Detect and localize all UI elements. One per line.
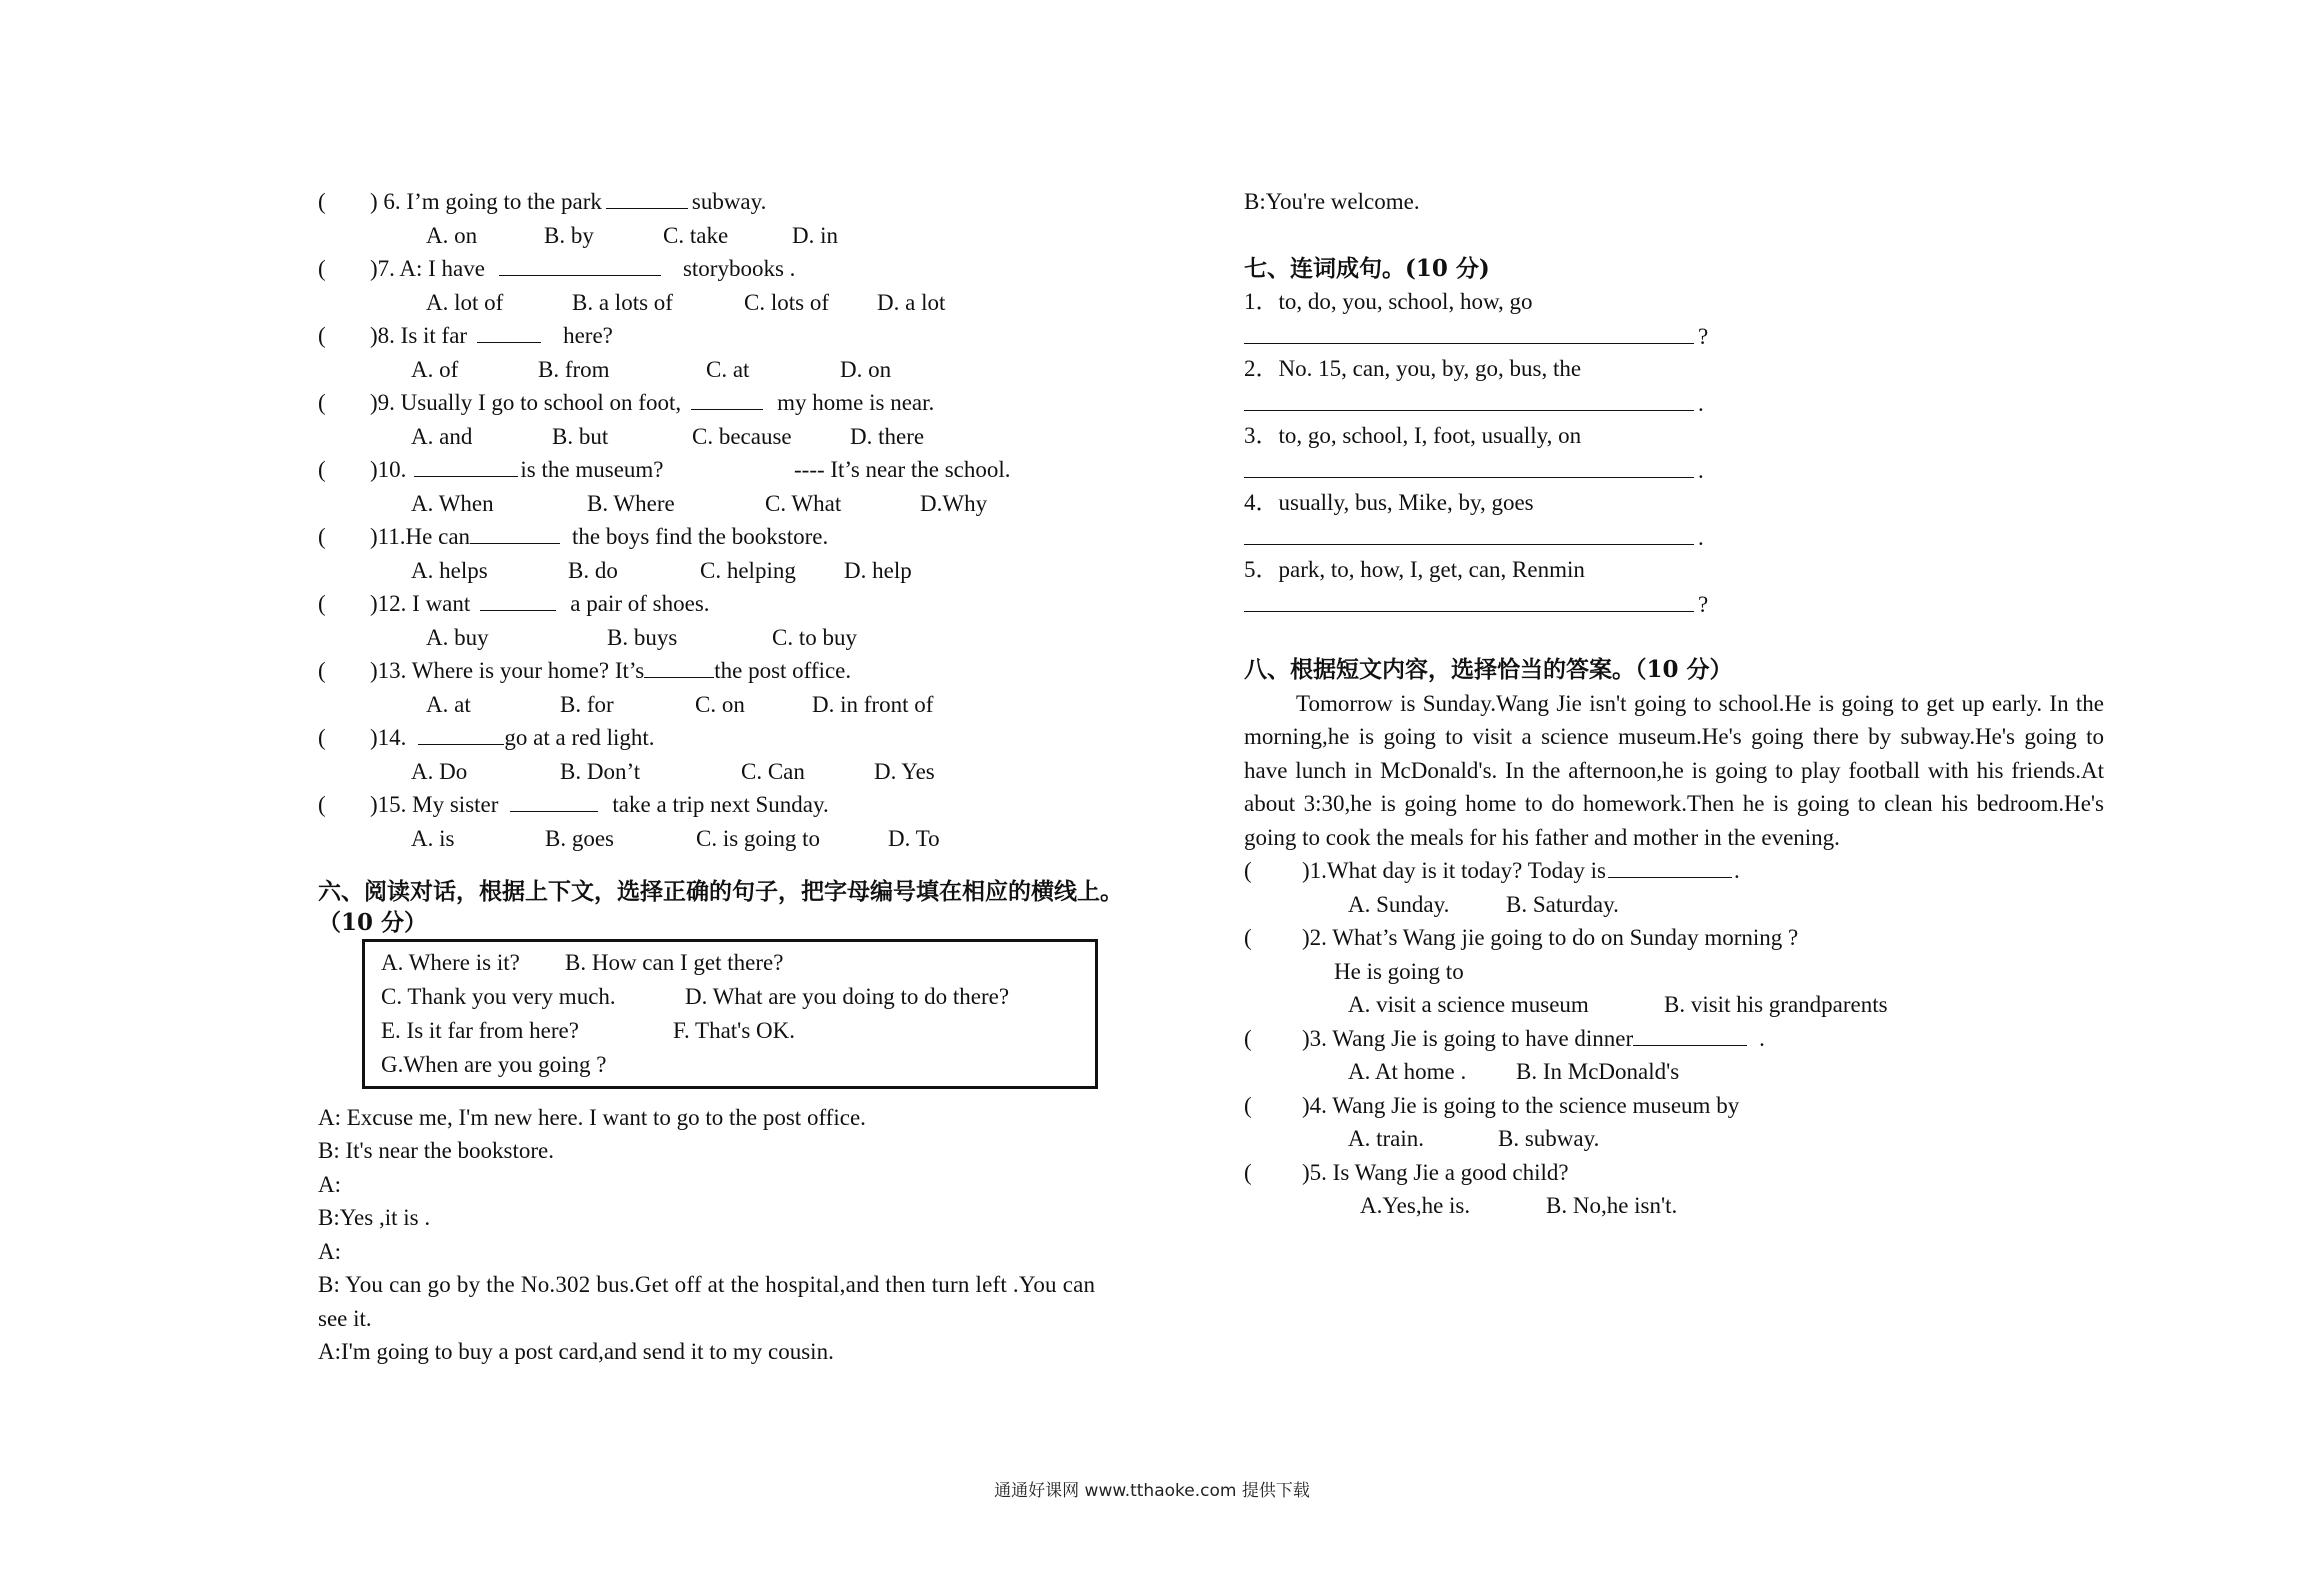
- answer-hint: ---- It’s near the school.: [794, 457, 1011, 482]
- option: A. helps: [411, 557, 488, 583]
- question-text: is the museum?: [520, 457, 664, 482]
- answer-blank: [499, 253, 661, 276]
- answer-blank: [480, 588, 556, 611]
- question-text: )5. Is Wang Jie a good child?: [1302, 1159, 1569, 1185]
- answer-blank: [477, 320, 541, 343]
- answer-line: [1244, 386, 2104, 420]
- option: A. visit a science museum: [1348, 992, 1589, 1017]
- answer-blank: [418, 722, 504, 745]
- option: B. No,he isn't.: [1546, 1193, 1678, 1218]
- question-text: )3. Wang Jie is going to have dinner: [1302, 1025, 1634, 1051]
- footer-watermark: 通通好课网 www.tthaoke.com 提供下载: [994, 1481, 1310, 1501]
- question-9-options: [318, 420, 1188, 454]
- option: B. Where: [587, 490, 675, 516]
- answer-blank: [1633, 1023, 1747, 1046]
- dialog-line: see it.: [318, 1305, 372, 1331]
- question-text: storybooks .: [682, 256, 796, 281]
- question-6-options: [318, 219, 1188, 253]
- option: D. a lot: [877, 289, 946, 315]
- answer-line: [1244, 319, 2104, 353]
- reading-question-4: [1244, 1089, 2104, 1123]
- dialog-line: B: It's near the bookstore.: [318, 1138, 555, 1163]
- right-column: [1244, 185, 2104, 1223]
- question-text: the post office.: [714, 658, 852, 683]
- answer-paren: (: [318, 658, 326, 683]
- box-row: [381, 946, 1079, 980]
- section-6-score: （10 分）: [318, 908, 428, 936]
- answer-paren: (: [1244, 1025, 1252, 1051]
- option: B. from: [538, 356, 610, 382]
- question-text: a pair of shoes.: [570, 591, 710, 616]
- dialog-line: B:You're welcome.: [1244, 189, 1420, 214]
- reading-question-3-options: [1244, 1055, 2104, 1089]
- answer-blank: [606, 186, 688, 209]
- section-7-title: 七、连词成句。(10 分): [1244, 254, 1490, 282]
- option: A. buy: [426, 624, 489, 650]
- dialog-line: B: You can go by the No.302 bus.Get off at the hospital,and then turn left .You can: [318, 1272, 1096, 1297]
- answer-underline: [1244, 520, 1694, 545]
- question-8: [318, 319, 1188, 353]
- option: B. by: [544, 222, 594, 248]
- box-option: A. Where is it?: [381, 949, 520, 975]
- question-15: [318, 788, 1188, 822]
- question-text: )10.: [370, 457, 407, 482]
- answer-blank: [470, 521, 560, 544]
- dialog-line: A:: [318, 1171, 341, 1197]
- end-punct: ?: [1698, 591, 1709, 617]
- answer-paren: (: [318, 524, 326, 549]
- question-text: )9. Usually I go to school on foot,: [370, 390, 682, 415]
- answer-line: [1244, 587, 2104, 621]
- option: C. take: [663, 222, 729, 248]
- option: A. When: [411, 490, 494, 516]
- question-text: take a trip next Sunday.: [612, 792, 829, 817]
- reorder-words: 1．to, do, you, school, how, go: [1244, 289, 1533, 314]
- option: A. Sunday.: [1348, 891, 1450, 917]
- box-row: [381, 1048, 1079, 1082]
- option: A. lot of: [426, 289, 504, 315]
- question-7-options: [318, 286, 1188, 320]
- question-text: He is going to: [1334, 958, 1464, 984]
- dialog-line: A: Excuse me, I'm new here. I want to go to the post office.: [318, 1104, 866, 1130]
- box-option: C. Thank you very much.: [381, 983, 616, 1009]
- box-row: [381, 980, 1079, 1014]
- option: A. of: [411, 356, 459, 382]
- answer-paren: (: [318, 591, 326, 616]
- answer-blank: [1608, 855, 1732, 878]
- reading-question-5: [1244, 1156, 2104, 1190]
- reading-question-2: [1244, 921, 2104, 955]
- option: C. helping: [700, 557, 796, 583]
- reorder-words: 3．to, go, school, I, foot, usually, on: [1244, 423, 1582, 448]
- reading-question-1: [1244, 854, 2104, 888]
- option: C. on: [695, 691, 745, 717]
- question-text: my home is near.: [777, 390, 935, 415]
- option: B. buys: [607, 624, 678, 650]
- question-text: )15. My sister: [370, 792, 499, 817]
- question-13: [318, 654, 1188, 688]
- option: B. Saturday.: [1506, 891, 1619, 917]
- answer-blank: [414, 454, 518, 477]
- reorder-words: 2．No. 15, can, you, by, go, bus, the: [1244, 356, 1582, 381]
- question-text: )1.What day is it today? Today is: [1302, 858, 1606, 883]
- question-11: [318, 520, 1188, 554]
- question-text: )7. A: I have: [370, 256, 485, 281]
- answer-paren: (: [318, 189, 326, 214]
- option: C. is going to: [696, 825, 820, 851]
- dialog-line: A:I'm going to buy a post card,and send it to my cousin.: [318, 1339, 834, 1364]
- option: D. there: [850, 423, 925, 449]
- question-text: )8. Is it far: [370, 323, 468, 348]
- question-14: [318, 721, 1188, 755]
- option: D. To: [888, 825, 940, 851]
- section-8-title: 八、根据短文内容，选择恰当的答案。（10 分）: [1244, 656, 1733, 683]
- option: A. Do: [411, 758, 468, 784]
- question-text: here?: [563, 323, 613, 348]
- box-option: D. What are you doing to do there?: [685, 983, 1010, 1009]
- answer-paren: (: [318, 323, 326, 348]
- box-row: [381, 1014, 1079, 1048]
- option: B. visit his grandparents: [1664, 992, 1888, 1017]
- option: A.Yes,he is.: [1360, 1193, 1471, 1218]
- box-option: G.When are you going ?: [381, 1051, 607, 1077]
- answer-line: [1244, 453, 2104, 487]
- option: A. at: [426, 691, 471, 717]
- question-text: )14.: [370, 725, 407, 750]
- answer-paren: (: [318, 390, 326, 415]
- answer-paren: (: [318, 256, 326, 281]
- question-15-options: [318, 822, 1188, 856]
- end-punct: .: [1698, 457, 1704, 483]
- answer-line: [1244, 520, 2104, 554]
- answer-underline: [1244, 319, 1694, 344]
- answer-underline: [1244, 453, 1694, 478]
- option: B. Don’t: [560, 758, 641, 784]
- option: A. on: [426, 222, 478, 248]
- left-column: [318, 185, 1188, 1369]
- option: D. help: [844, 557, 912, 583]
- section-6-title: 六、阅读对话，根据上下文，选择正确的句子，把字母编号填在相应的横线上。: [318, 878, 1123, 905]
- dialog-line: A:: [318, 1238, 341, 1264]
- option: B. subway.: [1498, 1126, 1600, 1151]
- answer-paren: (: [1244, 1159, 1252, 1185]
- box-option: B. How can I get there?: [565, 949, 784, 975]
- question-12-options: [318, 621, 1188, 655]
- option: A. is: [411, 825, 455, 851]
- question-9: [318, 386, 1188, 420]
- option: D. on: [840, 356, 892, 382]
- answer-underline: [1244, 587, 1694, 612]
- question-12: [318, 587, 1188, 621]
- answer-paren: (: [318, 792, 326, 817]
- option: A. train.: [1348, 1126, 1425, 1151]
- question-6: [318, 185, 1188, 219]
- options-box: [362, 939, 1098, 1089]
- option: B. goes: [545, 825, 614, 851]
- answer-paren: (: [1244, 858, 1252, 883]
- option: D.Why: [920, 490, 988, 516]
- question-text: )13. Where is your home? It’s: [370, 658, 645, 683]
- option: C. to buy: [772, 624, 857, 650]
- reading-question-1-options: [1244, 888, 2104, 922]
- reading-passage: Tomorrow is Sunday.Wang Jie isn't going to school.He is going to get up early. In the morning,he is going to visit a science museum.He's going there by subway.He's going to have lunch in McDonald's. In the afternoon,he is going to play football with his friends.At about 3:30,he is going home to do homework.Then he is going to clean his bedroom.He's going to cook the meals for his father and mother in the evening.: [1244, 690, 2104, 850]
- option: C. lots of: [744, 289, 829, 315]
- option: C. Can: [741, 758, 805, 784]
- question-8-options: [318, 353, 1188, 387]
- question-text: ) 6. I’m going to the park: [370, 189, 602, 214]
- box-option: E. Is it far from here?: [381, 1017, 579, 1043]
- question-text: .: [1733, 858, 1740, 883]
- answer-paren: (: [1244, 925, 1252, 950]
- question-text: the boys find the bookstore.: [572, 524, 829, 549]
- option: B. In McDonald's: [1516, 1059, 1680, 1084]
- option: A. At home .: [1348, 1059, 1467, 1084]
- end-punct: ?: [1698, 323, 1709, 349]
- option: B. a lots of: [572, 289, 673, 315]
- options-box-wrap: [318, 937, 1188, 1101]
- end-punct: .: [1698, 390, 1704, 416]
- dialog-line: B:Yes ,it is .: [318, 1205, 431, 1230]
- option: C. What: [765, 490, 842, 516]
- question-13-options: [318, 688, 1188, 722]
- option: B. for: [560, 691, 614, 717]
- option: C. at: [706, 356, 750, 382]
- option: A. and: [411, 423, 473, 449]
- reading-question-4-options: [1244, 1122, 2104, 1156]
- reading-question-5-options: [1244, 1189, 2104, 1223]
- reading-question-2-sub: [1244, 955, 2104, 989]
- answer-paren: (: [318, 457, 326, 482]
- answer-paren: (: [318, 725, 326, 750]
- answer-paren: (: [1244, 1092, 1252, 1118]
- question-10: [318, 453, 1188, 487]
- question-7: [318, 252, 1188, 286]
- option: C. because: [692, 423, 792, 449]
- question-text: )2. What’s Wang jie going to do on Sunday morning ?: [1302, 925, 1799, 950]
- option: D. Yes: [874, 758, 935, 784]
- answer-underline: [1244, 386, 1694, 411]
- question-text: subway.: [691, 189, 767, 214]
- question-text: .: [1759, 1025, 1765, 1051]
- question-text: go at a red light.: [504, 725, 655, 750]
- reading-question-2-options: [1244, 988, 2104, 1022]
- reorder-words: 5．park, to, how, I, get, can, Renmin: [1244, 557, 1585, 582]
- question-10-options: [318, 487, 1188, 521]
- question-text: )4. Wang Jie is going to the science museum by: [1302, 1092, 1740, 1118]
- option: D. in: [792, 222, 838, 248]
- option: D. in front of: [812, 691, 934, 717]
- question-14-options: [318, 755, 1188, 789]
- option: B. but: [552, 423, 609, 449]
- answer-blank: [510, 789, 598, 812]
- reorder-words: 4．usually, bus, Mike, by, goes: [1244, 490, 1534, 515]
- question-text: )11.He can: [370, 524, 471, 549]
- option: B. do: [568, 557, 618, 583]
- reading-question-3: [1244, 1022, 2104, 1056]
- question-11-options: [318, 554, 1188, 588]
- box-option: F. That's OK.: [673, 1017, 795, 1043]
- end-punct: .: [1698, 524, 1704, 550]
- answer-blank: [691, 387, 763, 410]
- question-text: )12. I want: [370, 591, 471, 616]
- answer-blank: [644, 655, 714, 678]
